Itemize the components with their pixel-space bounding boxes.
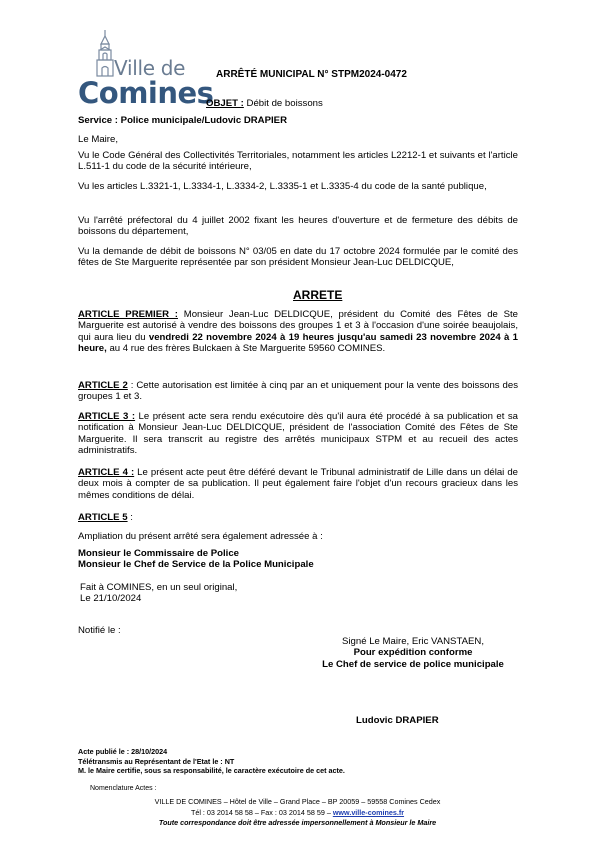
considerant-3: Vu l'arrêté préfectoral du 4 juillet 2002 fixant les heures d'ouverture et de fermeture des débits de boissons du département,	[78, 215, 518, 238]
article-2	[78, 380, 518, 403]
article-2-label: ARTICLE 2	[78, 380, 128, 391]
logo-ville-de: Ville de	[114, 56, 186, 80]
arrete-heading: ARRETE	[293, 288, 343, 302]
signature-chef-service: Le Chef de service de police municipale	[322, 658, 504, 670]
service-line: Service : Police municipale/Ludovic DRAPIER	[78, 115, 287, 126]
logo-comines: Comines	[78, 76, 214, 110]
signature-maire: Signé Le Maire, Eric VANSTAEN,	[342, 636, 484, 647]
article-5-text: :	[127, 512, 133, 523]
article-4-label: ARTICLE 4 :	[78, 467, 135, 478]
signer-name: Ludovic DRAPIER	[356, 715, 439, 726]
signature-block	[288, 636, 538, 670]
article-2-text: : Cette autorisation est limitée à cinq par an et uniquement pour la vente des boissons des groupes 1 et 3.	[78, 380, 518, 403]
executoire-certification: M. le Maire certifie, sous sa responsabilité, le caractère exécutoire de cet acte.	[78, 766, 345, 776]
footer-notice: Toute correspondance doit être adressée impersonnellement à Monsieur le Maire	[158, 818, 437, 828]
ampliation: Ampliation du présent arrêté sera également adressée à :	[78, 531, 323, 542]
article-1	[78, 309, 518, 355]
objet-line	[206, 98, 323, 109]
notifie-le: Notifié le :	[78, 625, 121, 636]
footer-address: VILLE DE COMINES – Hôtel de Ville – Grand Place – BP 20059 – 59558 Comines Cedex	[154, 797, 441, 806]
article-5-label: ARTICLE 5	[78, 512, 128, 523]
fait-a	[80, 582, 237, 605]
fait-date: Le 21/10/2024	[80, 593, 142, 605]
recipient-1: Monsieur le Commissaire de Police	[78, 548, 240, 559]
footer-contact	[60, 808, 535, 819]
signature-expedition: Pour expédition conforme	[353, 647, 473, 659]
belfry-tower-icon	[94, 30, 116, 78]
article-1-text-a: Monsieur Jean-Luc DELDICQUE, président du Comité des Fêtes de Ste Marguerite est autorisé à vendre des boissons des groupes 1 et 3 à l'occasion d'une soirée beaujolais, qui aura lieu du	[78, 309, 519, 343]
article-4-text: Le présent acte peut être déféré devant le Tribunal administratif de Lille dans un délai de deux mois à compter de sa publication. Il peut également faire l'objet d'un recours gracieux dans les mêmes conditions de délai.	[78, 467, 518, 501]
objet-label: OBJET :	[206, 98, 244, 109]
fait-place: Fait à COMINES, en un seul original,	[80, 582, 238, 593]
article-1-text-b: au 4 rue des frères Bulckaen à Ste Marguerite 59560 COMINES.	[106, 343, 386, 355]
considerant-4: Vu la demande de débit de boissons N° 03/05 en date du 17 octobre 2024 formulée par le comité des fêtes de Ste Marguerite représentée par son président Monsieur Jean-Luc DELDICQUE,	[78, 246, 518, 269]
le-maire: Le Maire,	[78, 134, 118, 145]
article-1-label: ARTICLE PREMIER :	[78, 309, 178, 320]
footer-phone-fax: Tél : 03 2014 58 58 – Fax : 03 2014 58 59 –	[190, 807, 333, 817]
article-3-text: Le présent acte sera rendu exécutoire dès qu'il aura été procédé à sa publication et sa notification à Monsieur Jean-Luc DELDICQUE, président de l'association Comité des Fêtes de Ste Marguerite. Il sera transcrit au registre des arrêtés municipaux STPM et au recueil des actes administratifs.	[78, 411, 519, 457]
objet-text: Débit de boissons	[246, 98, 323, 109]
recipient-2: Monsieur le Chef de Service de la Police Municipale	[78, 559, 314, 571]
article-1-dates: vendredi 22 novembre 2024 à 19 heures jusqu'au samedi 23 novembre 2024 à 1 heure,	[78, 331, 518, 355]
teletransmission: Télétransmis au Représentant de l'Etat le : NT	[78, 756, 235, 766]
city-logo	[78, 30, 214, 112]
publication-info	[78, 747, 345, 776]
decree-title: ARRÊTÉ MUNICIPAL N° STPM2024-0472	[216, 69, 407, 80]
publication-date: Acte publié le : 28/10/2024	[78, 747, 168, 756]
article-4	[78, 467, 518, 501]
nomenclature-actes: Nomenclature Actes :	[90, 785, 157, 792]
page-footer	[60, 797, 535, 829]
website-link[interactable]: www.ville-comines.fr	[332, 807, 405, 817]
article-5	[78, 512, 518, 523]
considerant-1: Vu le Code Général des Collectivités Territoriales, notamment les articles L2212-1 et suivants et l'article L.511-1 du code de la sécurité intérieure,	[78, 150, 518, 173]
article-3	[78, 411, 518, 457]
recipients-list	[78, 548, 518, 571]
article-3-label: ARTICLE 3 :	[78, 411, 136, 422]
considerant-2: Vu les articles L.3321-1, L.3334-1, L.3334-2, L.3335-1 et L.3335-4 du code de la santé publique,	[78, 181, 487, 192]
